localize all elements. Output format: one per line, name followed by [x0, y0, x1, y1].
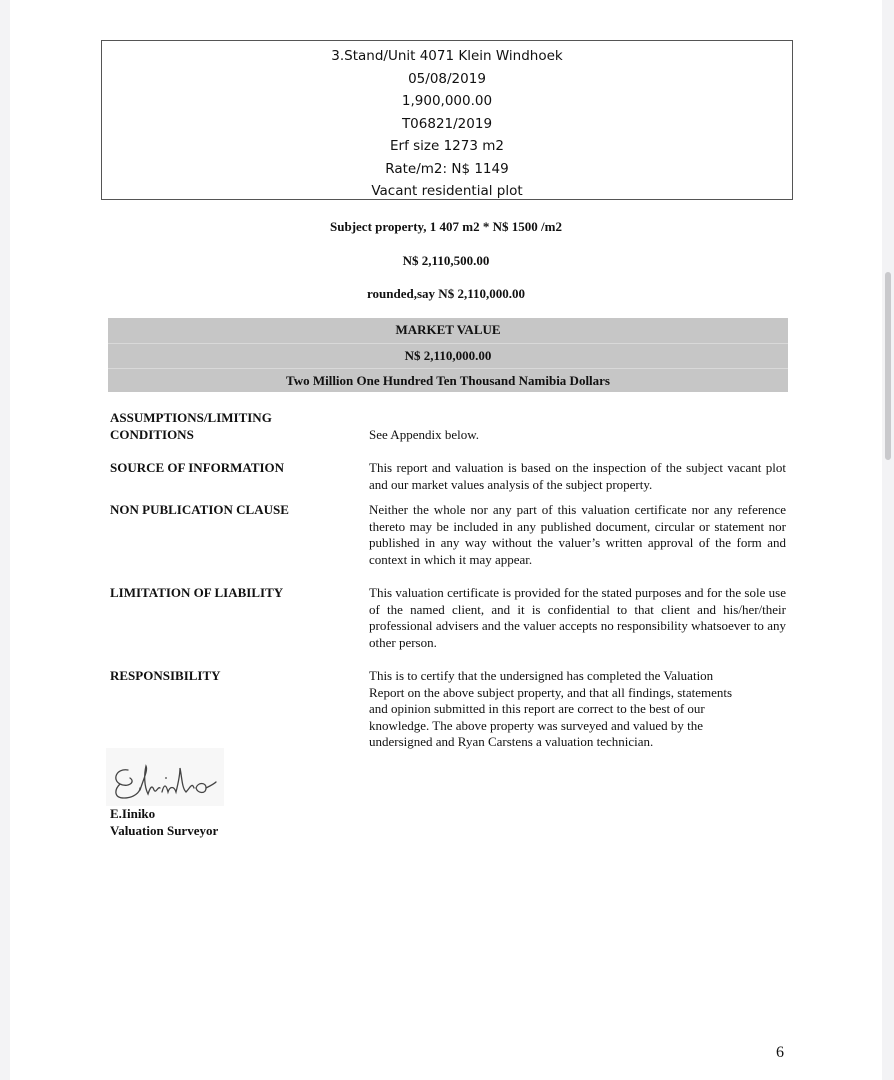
comparable-description: Vacant residential plot [371, 183, 523, 199]
subject-rounded: rounded,say N$ 2,110,000.00 [367, 286, 525, 301]
responsibility-line: undersigned and Ryan Carstens a valuation technician. [369, 734, 654, 749]
signatory-name: E.Iiniko [110, 806, 156, 821]
source-label: SOURCE OF INFORMATION [110, 460, 285, 475]
assumptions-label-line1: ASSUMPTIONS/LIMITING [110, 410, 272, 425]
comparable-address: 3.Stand/Unit 4071 Klein Windhoek [331, 48, 563, 64]
source-text: This report and valuation is based on the inspection of the subject vacant plot and our market values analysis of the subject property. [369, 460, 786, 492]
market-value-box [108, 318, 788, 392]
responsibility-line: knowledge. The above property was surveyed and valued by the [369, 717, 704, 733]
subject-total: N$ 2,110,500.00 [402, 253, 490, 268]
comparable-date: 05/08/2019 [408, 70, 486, 87]
signatory-block [110, 806, 218, 839]
liability-label: LIMITATION OF LIABILITY [110, 585, 284, 600]
responsibility-text [369, 668, 786, 751]
subject-calculation: Subject property, 1 407 m2 * N$ 1500 /m2 [330, 219, 562, 234]
liability-text: This valuation certificate is provided for the stated purposes and for the sole use of the named client, and it is confidential to that client and his/her/their professional advisers and the valuer accepts no responsibility whatsoever to any other person. [369, 585, 786, 650]
assumptions-label-line2: CONDITIONS [110, 426, 194, 442]
responsibility-label: RESPONSIBILITY [110, 668, 221, 683]
comparable-title-deed: T06821/2019 [401, 115, 493, 132]
document-page [10, 0, 882, 1080]
assumptions-text: See Appendix below. [369, 427, 479, 442]
handwritten-signature [106, 748, 224, 806]
assumptions-label [110, 410, 340, 443]
comparable-erf-size: Erf size 1273 m2 [390, 138, 504, 154]
comparable-price: 1,900,000.00 [401, 93, 493, 109]
signatory-title: Valuation Surveyor [110, 822, 219, 838]
market-value-amount: N$ 2,110,000.00 [108, 344, 788, 370]
non-publication-label: NON PUBLICATION CLAUSE [110, 502, 289, 517]
vertical-scrollbar[interactable] [885, 272, 891, 460]
comparable-sale-box [101, 40, 793, 200]
page-number: 6 [776, 1044, 784, 1061]
comparable-rate: Rate/m2: N$ 1149 [385, 160, 509, 177]
responsibility-line: Report on the above subject property, and that all findings, statements [369, 684, 733, 700]
responsibility-line: This is to certify that the undersigned has completed the Valuation [369, 668, 714, 683]
responsibility-line: and opinion submitted in this report are correct to the best of our [369, 701, 705, 716]
market-value-heading: MARKET VALUE [108, 318, 788, 344]
market-value-words: Two Million One Hundred Ten Thousand Namibia Dollars [285, 373, 610, 388]
non-publication-text: Neither the whole nor any part of this valuation certificate nor any reference thereto may be included in any published document, circular or statement nor published in any way without the valuer’s written approval of the form and context in which it may appear. [369, 502, 786, 567]
